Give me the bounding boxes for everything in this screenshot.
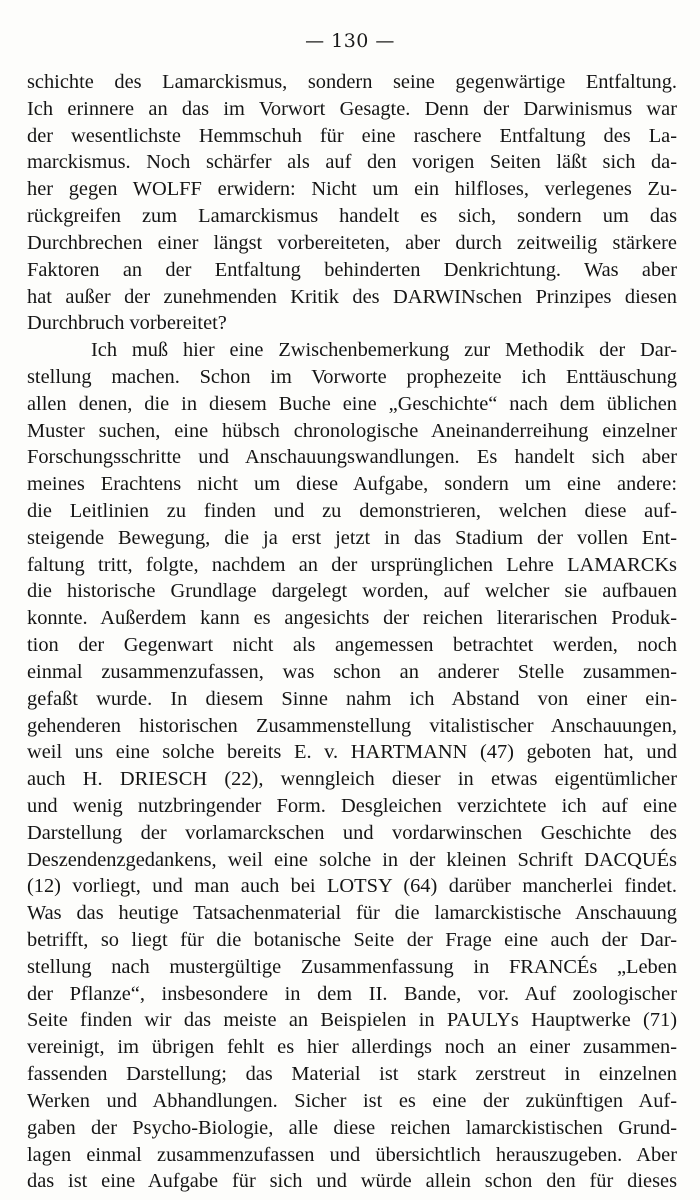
text-line: steigende Bewegung, die ja erst jetzt in das Stadium der vollen Ent- xyxy=(27,526,677,549)
text-line: meines Erachtens nicht um diese Aufgabe, sondern um eine andere: xyxy=(27,473,677,496)
text-line: Muster suchen, eine hübsch chronologische Aneinanderreihung einzelner xyxy=(27,419,677,442)
text-line: Ich erinnere an das im Vorwort Gesagte. Denn der Darwinismus war xyxy=(27,97,677,120)
text-line: und wenig nutzbringender Form. Desgleichen verzichtete ich auf eine xyxy=(27,794,677,817)
text-line: stellung machen. Schon im Vorworte prophezeite ich Enttäuschung xyxy=(27,365,677,388)
text-line: hat außer der zunehmenden Kritik des DARWINschen Prinzipes diesen xyxy=(27,285,677,308)
text-line: Faktoren an der Entfaltung behinderten Denkrichtung. Was aber xyxy=(27,258,677,281)
text-line: Werken und Abhandlungen. Sicher ist es eine der zukünftigen Auf- xyxy=(27,1089,677,1112)
text-line: einmal zusammenzufassen, was schon an anderer Stelle zusammen- xyxy=(27,660,677,683)
text-line: weil uns eine solche bereits E. v. HARTMANN (47) geboten hat, und xyxy=(27,741,677,764)
text-line: lagen einmal zusammenzufassen und übersichtlich herauszugeben. Aber xyxy=(27,1143,677,1166)
text-line: rückgreifen zum Lamarckismus handelt es sich, sondern um das xyxy=(27,205,677,228)
text-line: Durchbrechen einer längst vorbereiteten, aber durch zeitweilig stärkere xyxy=(27,231,677,254)
text-line: auch H. DRIESCH (22), wenngleich dieser in etwas eigentümlicher xyxy=(27,768,677,791)
text-line: her gegen WOLFF erwidern: Nicht um ein hilfloses, verlegenes Zu- xyxy=(27,178,677,201)
text-line: vereinigt, im übrigen fehlt es hier allerdings noch an einer zusammen- xyxy=(27,1036,677,1059)
body-text xyxy=(27,69,677,1195)
text-line: die historische Grundlage dargelegt worden, auf welcher sie aufbauen xyxy=(27,580,677,603)
text-line: gehenderen historischen Zusammenstellung vitalistischer Anschauungen, xyxy=(27,714,677,737)
text-line: gaben der Psycho-Biologie, alle diese reichen lamarckistischen Grund- xyxy=(27,1116,677,1139)
text-line: betrifft, so liegt für die botanische Seite der Frage eine auch der Dar- xyxy=(27,929,677,951)
paragraph-end-line: Durchbruch vorbereitet? xyxy=(27,312,227,335)
text-line: tion der Gegenwart nicht als angemessen betrachtet werden, noch xyxy=(27,634,677,657)
text-line: konnte. Außerdem kann es angesichts der reichen literarischen Produk- xyxy=(27,607,677,630)
text-line: die Leitlinien zu finden und zu demonstrieren, welchen diese auf- xyxy=(27,500,677,522)
text-line: faltung tritt, folgte, nachdem an der ursprünglichen Lehre LAMARCKs xyxy=(27,553,677,576)
text-line: stellung nach mustergültige Zusammenfassung in FRANCÉs „Leben xyxy=(27,955,677,978)
text-line: fassenden Darstellung; das Material ist stark zerstreut in einzelnen xyxy=(27,1063,677,1086)
text-line: Darstellung der vorlamarckschen und vordarwinschen Geschichte des xyxy=(27,821,677,844)
text-line: Forschungsschritte und Anschauungswandlungen. Es handelt sich aber xyxy=(27,446,677,469)
text-line: marckismus. Noch schärfer als auf den vorigen Seiten läßt sich da- xyxy=(27,151,677,174)
text-line: gefaßt wurde. In diesem Sinne nahm ich Abstand von einer ein- xyxy=(27,687,677,710)
text-line: Seite finden wir das meiste an Beispielen in PAULYs Hauptwerke (71) xyxy=(27,1009,677,1032)
text-line: schichte des Lamarckismus, sondern seine gegenwärtige Entfaltung. xyxy=(27,71,677,93)
text-line: Was das heutige Tatsachenmaterial für die lamarckistische Anschauung xyxy=(27,902,677,925)
text-line: der Pflanze“, insbesondere in dem II. Bande, vor. Auf zoologischer xyxy=(27,982,677,1005)
text-line: (12) vorliegt, und man auch bei LOTSY (64) darüber mancherlei findet. xyxy=(27,875,677,898)
text-line: der wesentlichste Hemmschuh für eine raschere Entfaltung des La- xyxy=(27,124,677,147)
text-line: das ist eine Aufgabe für sich und würde allein schon den für dieses xyxy=(27,1170,677,1193)
paragraph-start-line: Ich muß hier eine Zwischenbemerkung zur Methodik der Dar- xyxy=(91,339,677,362)
text-line: allen denen, die in diesem Buche eine „Geschichte“ nach dem üblichen xyxy=(27,392,677,415)
text-line: Deszendenzgedankens, weil eine solche in der kleinen Schrift DACQUÉs xyxy=(27,848,677,871)
page-number: — 130 — xyxy=(305,30,395,52)
